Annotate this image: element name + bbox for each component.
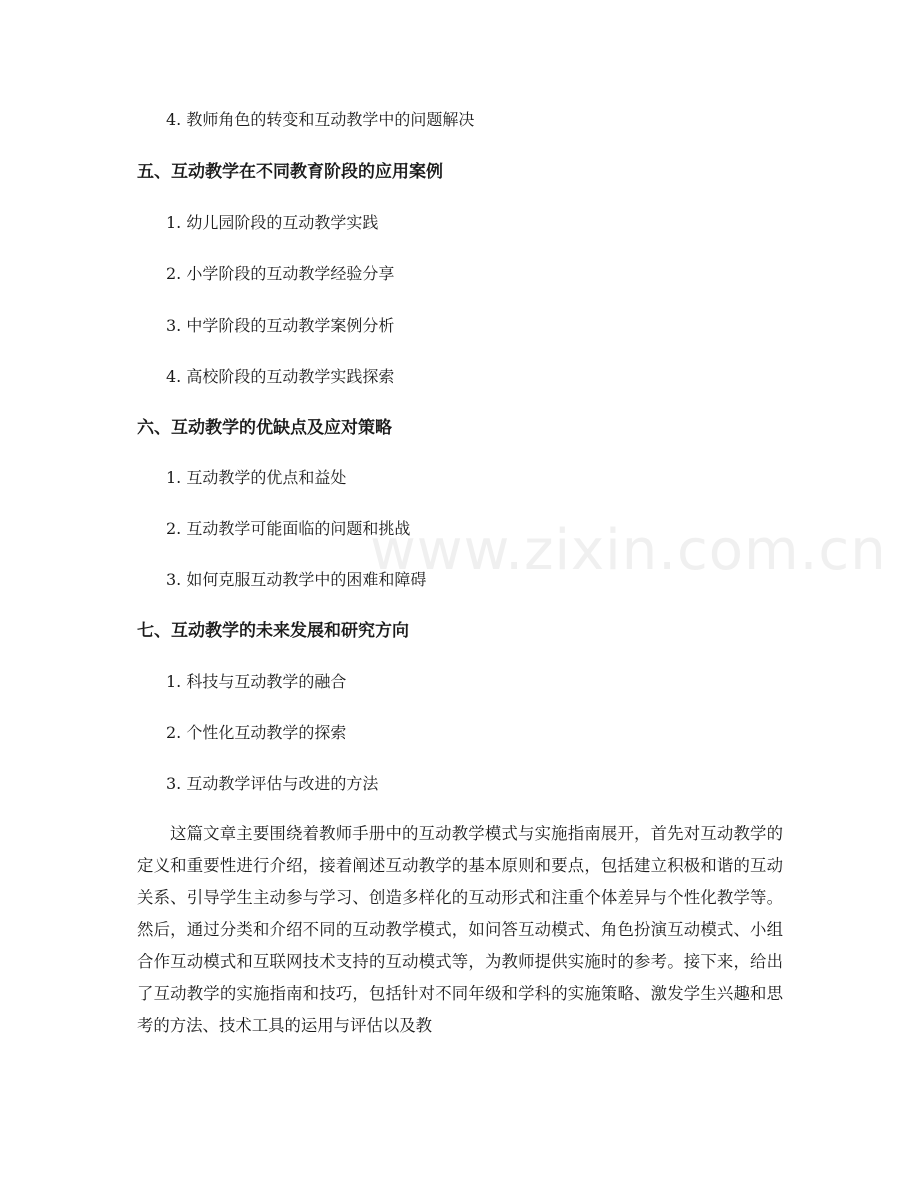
list-item: 2. 互动教学可能面临的问题和挑战 — [166, 519, 411, 538]
list-item: 4. 高校阶段的互动教学实践探索 — [166, 367, 395, 386]
list-item: 3. 如何克服互动教学中的困难和障碍 — [166, 570, 427, 589]
list-item: 2. 个性化互动教学的探索 — [166, 723, 347, 742]
list-item: 1. 科技与互动教学的融合 — [166, 672, 347, 691]
list-item: 2. 小学阶段的互动教学经验分享 — [166, 264, 395, 283]
list-item: 4. 教师角色的转变和互动教学中的问题解决 — [166, 110, 475, 129]
list-item: 3. 中学阶段的互动教学案例分析 — [166, 316, 395, 335]
watermark: www.zixin.com.cn — [370, 518, 887, 583]
list-item: 1. 幼儿园阶段的互动教学实践 — [166, 213, 379, 232]
section-heading: 五、互动教学在不同教育阶段的应用案例 — [137, 162, 443, 182]
list-item: 1. 互动教学的优点和益处 — [166, 468, 347, 487]
section-heading: 六、互动教学的优缺点及应对策略 — [137, 418, 392, 438]
section-heading: 七、互动教学的未来发展和研究方向 — [137, 621, 409, 641]
list-item: 3. 互动教学评估与改进的方法 — [166, 774, 379, 793]
summary-paragraph: 这篇文章主要围绕着教师手册中的互动教学模式与实施指南展开，首先对互动教学的定义和重要性进行介绍，接着阐述互动教学的基本原则和要点，包括建立积极和谐的互动关系、引导学生主动参与学习、创造多样化的互动形式和注重个体差异与个性化教学等。然后，通过分类和介绍不同的互动教学模式，如问答互动模式、角色扮演互动模式、小组合作互动模式和互联网技术支持的互动模式等，为教师提供实施时的参考。接下来，给出了互动教学的实施指南和技巧，包括针对不同年级和学科的实施策略、激发学生兴趣和思考的方法、技术工具的运用与评估以及教 — [137, 824, 783, 1035]
